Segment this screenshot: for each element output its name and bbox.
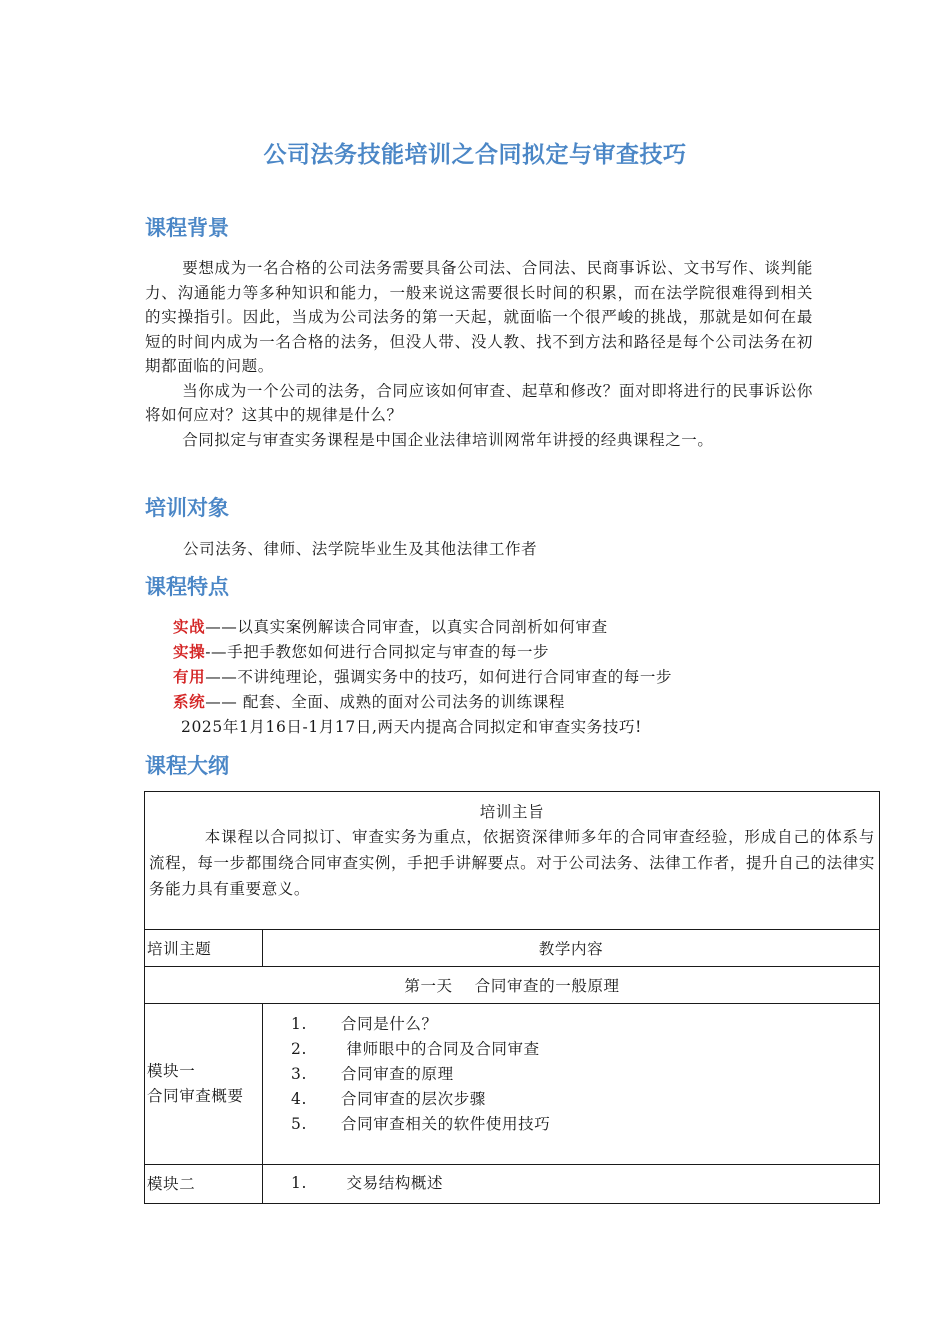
aim-text: 本课程以合同拟订、审查实务为重点，依据资深律师多年的合同审查经验，形成自己的体系与流程，每一步都围绕合同审查实例，手把手讲解要点。对于公司法务、法律工作者，提升自己的法律实务能力具有重要意义。 — [149, 828, 875, 898]
feature-key: 实操 — [173, 643, 206, 661]
feature-item — [173, 665, 672, 687]
list-item: 1. 交易结构概述 — [291, 1174, 444, 1192]
schedule-text: 2025年1月16日-1月17日,两天内提高合同拟定和审查实务技巧! — [181, 718, 642, 736]
feature-text: -—手把手教您如何进行合同拟定与审查的每一步 — [205, 643, 550, 661]
day-one-header: 第一天 合同审查的一般原理 — [145, 967, 880, 1004]
features-heading: 课程特点 — [145, 575, 229, 599]
feature-item — [173, 690, 565, 712]
outline-heading: 课程大纲 — [145, 754, 229, 778]
column-header-content: 教学内容 — [263, 930, 880, 967]
list-item: 2. 律师眼中的合同及合同审查 — [291, 1040, 540, 1058]
module-two-label: 模块二 — [147, 1174, 196, 1193]
feature-text: ——不讲纯理论，强调实务中的技巧，如何进行合同审查的每一步 — [205, 668, 673, 686]
audience-heading: 培训对象 — [145, 496, 229, 520]
column-header-topic: 培训主题 — [145, 930, 263, 967]
outline-table — [144, 791, 880, 1204]
list-item: 5. 合同审查相关的软件使用技巧 — [291, 1115, 551, 1133]
feature-key: 实战 — [173, 618, 206, 636]
module-two-content — [263, 1165, 880, 1204]
list-item: 4. 合同审查的层次步骤 — [291, 1090, 486, 1108]
feature-text: —— 配套、全面、成熟的面对公司法务的训练课程 — [205, 693, 565, 711]
table-row — [145, 1004, 880, 1165]
module-one-content — [263, 1004, 880, 1165]
feature-item — [173, 640, 549, 662]
background-paragraph-3: 合同拟定与审查实务课程是中国企业法律培训网常年讲授的经典课程之一。 — [182, 430, 714, 449]
table-row — [145, 792, 880, 930]
feature-text: ——以真实案例解读合同审查，以真实合同剖析如何审查 — [205, 618, 608, 636]
table-row — [145, 967, 880, 1004]
aim-cell — [145, 792, 880, 930]
module-two-list — [263, 1165, 879, 1196]
table-row — [145, 1165, 880, 1204]
aim-title: 培训主旨 — [479, 803, 545, 821]
module-two-cell — [145, 1165, 263, 1204]
feature-key: 系统 — [173, 693, 206, 711]
module-one-name: 合同审查概要 — [147, 1087, 244, 1105]
module-one-cell — [145, 1004, 263, 1165]
background-paragraph-2: 当你成为一个公司的法务，合同应该如何审查、起草和修改？面对即将进行的民事诉讼你将如何应对？这其中的规律是什么？ — [145, 381, 813, 424]
list-item: 3. 合同审查的原理 — [291, 1065, 454, 1083]
feature-key: 有用 — [173, 668, 206, 686]
background-heading: 课程背景 — [145, 216, 229, 240]
background-paragraph-1: 要想成为一名合格的公司法务需要具备公司法、合同法、民商事诉讼、文书写作、谈判能力、沟通能力等多种知识和能力，一般来说这需要很长时间的积累，而在法学院很难得到相关的实操指引。因此，当成为公司法务的第一天起，就面临一个很严峻的挑战，那就是如何在最短的时间内成为一名合格的法务，但没人带、没人教、找不到方法和路径是每个公司法务在初期都面临的问题。 — [145, 259, 813, 375]
background-text — [145, 256, 813, 452]
outline-table-wrapper — [144, 791, 879, 1204]
list-item: 1. 合同是什么？ — [291, 1015, 438, 1033]
document-title: 公司法务技能培训之合同拟定与审查技巧 — [263, 142, 687, 168]
module-one-list — [263, 1004, 879, 1137]
table-row — [145, 930, 880, 967]
module-one-label: 模块一 — [147, 1062, 196, 1080]
audience-text: 公司法务、律师、法学院毕业生及其他法律工作者 — [183, 540, 538, 558]
feature-item — [173, 615, 608, 637]
